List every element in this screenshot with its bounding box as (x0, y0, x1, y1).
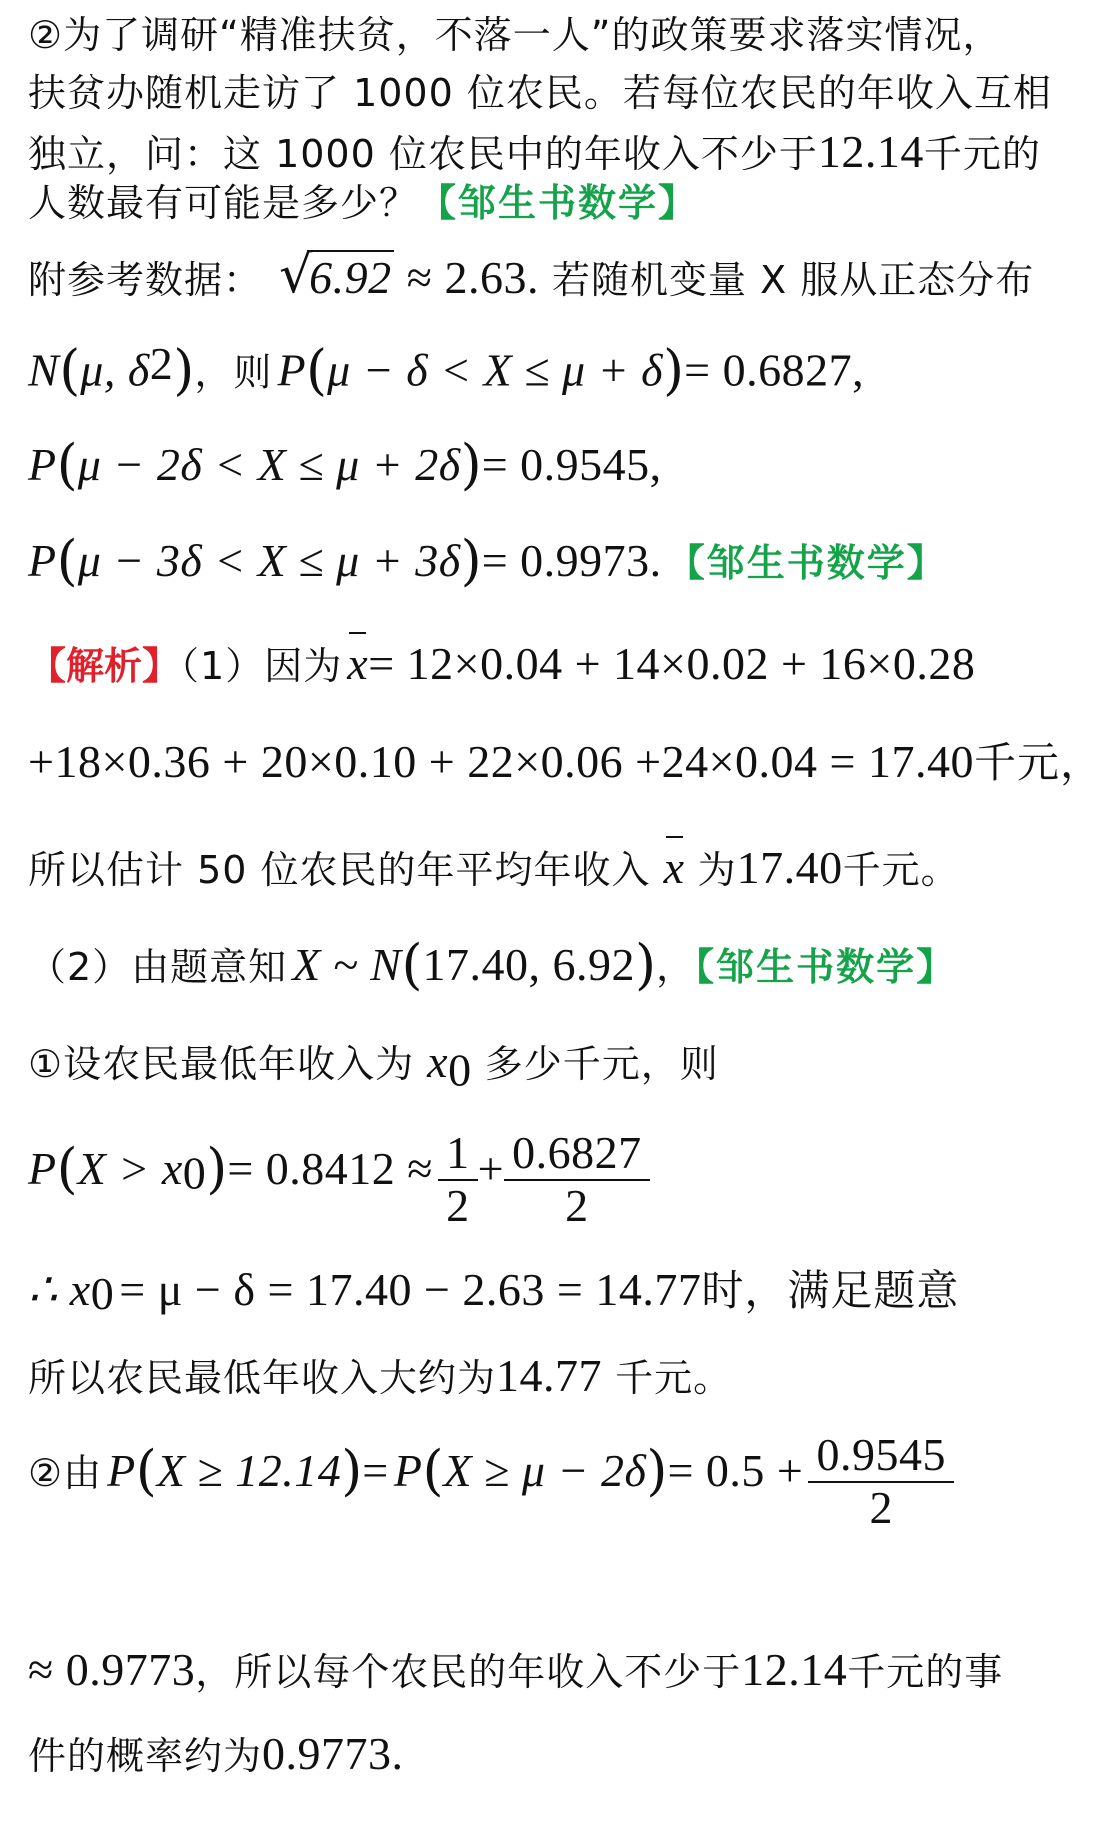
reference-label: 附参考数据： (28, 258, 263, 302)
distribution-params: 17.40, 6.92 (422, 939, 636, 990)
prob-expr: X > x (77, 1143, 183, 1195)
prob-expr-3: μ − 3δ < X ≤ μ + 3δ (77, 535, 461, 586)
min-income-value: 14.77 (496, 1350, 603, 1401)
solution-text: 千元的事 (847, 1650, 1004, 1694)
sqrt-expression (279, 245, 394, 305)
mean-equation-1: = 12×0.04 + 14×0.02 + 16×0.28 (368, 638, 976, 689)
prob-line-3: P(μ − 3δ < X ≤ μ + 3δ)= 0.9973. 【邹生书数学】 (28, 529, 947, 592)
prob-symbol: P (277, 344, 307, 396)
unit-text: 千元， (973, 738, 1103, 787)
prob-value-3: = 0.9973. (481, 535, 662, 586)
prob-x0-line: $P(X > x_0)= 0.8412$ ≈ $\frac{1}{2}$ + $\frac{0.6827}{2}$ (28, 1128, 1060, 1231)
distribution-expr: X ~ N (292, 939, 402, 990)
source-tag: 【邹生书数学】 (418, 181, 699, 225)
reference-line (28, 245, 1060, 305)
therefore-value: = μ − δ = 17.40 − 2.63 = 14.77 (119, 1264, 702, 1315)
solution-text: ， (656, 945, 696, 989)
problem-line-2 (28, 72, 1060, 116)
subscript: 0 (182, 1147, 207, 1199)
sub2-line: ②由 P(X ≥ 12.14)= P(X ≥ μ − 2δ)= 0.5 + $\frac{0.9545}{2}$ (28, 1430, 1060, 1533)
mean-equation-2: +18×0.36 + 20×0.10 + 22×0.06 +24×0.04 = 17.40 (28, 736, 974, 787)
prob-value: = 0.8412 ≈ (227, 1143, 434, 1195)
problem-line-1 (28, 14, 1060, 58)
normal-symbol: N (28, 344, 60, 396)
prob-expr-2: μ − 2δ < X ≤ μ + 2δ (77, 439, 461, 490)
problem-value: 12.14 (817, 126, 924, 177)
threshold-value: 12.14 (741, 1644, 848, 1695)
mean-value: 17.40 (736, 842, 843, 893)
sub1-line (28, 1036, 1060, 1097)
therefore-line (28, 1264, 1060, 1321)
sqrt-argument: 6.92 (309, 252, 392, 303)
fraction-b: $\frac{0.9545}{2}$ (812, 1430, 950, 1533)
sqrt-value: ≈ 2.63. (406, 252, 539, 303)
plus-sign: + (477, 1143, 505, 1195)
fraction-a: $\frac{0.6827}{2}$ (508, 1128, 646, 1231)
prob-expr-1: μ − δ < X ≤ μ + δ (327, 344, 664, 396)
therefore-expr: ∴ x (28, 1264, 91, 1315)
source-tag: 【邹生书数学】 (666, 541, 947, 585)
solution-text: 所以农民最低年收入大约为 (28, 1356, 497, 1400)
solution-text: 时，满足题意 (701, 1266, 960, 1315)
solution-line-1 (28, 638, 1060, 691)
solution-text: ①设农民最低年收入为 (28, 1042, 415, 1086)
prob-expr: X ≥ μ − 2δ (443, 1445, 647, 1497)
solution-line-2 (28, 736, 1103, 789)
mean-symbol: x (663, 842, 685, 893)
approx-line (28, 1644, 1060, 1697)
problem-text: 千元的 (923, 132, 1041, 176)
prob-symbol: P (28, 1143, 57, 1195)
exponent: 2 (149, 338, 174, 389)
part2-line: （2）由题意知 X ~ N(17.40, 6.92)，【邹生书数学】 (28, 933, 957, 996)
prob-symbol: P (393, 1445, 423, 1497)
prob-value-1: = 0.6827, (684, 344, 865, 396)
prob-line-2: P(μ − 2δ < X ≤ μ + 2δ)= 0.9545, (28, 433, 662, 496)
prob-symbol: P (28, 535, 57, 586)
final-probability: 0.9773. (262, 1728, 404, 1779)
problem-text: 人数最有可能是多少？ (28, 181, 419, 225)
fraction-half: $\frac{1}{2}$ (442, 1128, 474, 1231)
solution-text: （1）因为 (180, 644, 343, 688)
problem-line-4 (28, 182, 1060, 226)
problem-text: ②为了调研“精准扶贫，不落一人”的政策要求落实情况， (28, 13, 1002, 57)
prob-value-2: = 0.9545, (481, 439, 662, 490)
solution-text: 千元。 (615, 1356, 733, 1400)
problem-text: 扶贫办随机走访了 1000 位农民。若每位农民的年收入互相 (28, 71, 1052, 115)
subscript: 0 (448, 1044, 472, 1096)
reference-text: ，则 (194, 350, 273, 395)
prob-value: = 0.5 + (667, 1445, 804, 1497)
x0-symbol: x (427, 1036, 449, 1087)
conclusion-2 (28, 1350, 1060, 1403)
solution-text: 件的概率约为 (28, 1734, 263, 1778)
solution-text: 所以估计 50 位农民的年平均年收入 (28, 848, 651, 892)
solution-label: 【解析】 (28, 644, 181, 688)
prob-symbol: P (107, 1445, 136, 1497)
last-line (28, 1728, 1060, 1781)
normal-params: μ, δ (80, 344, 150, 396)
subscript: 0 (90, 1268, 115, 1320)
prob-expr: X ≥ 12.14 (156, 1445, 342, 1497)
solution-text: （2）由题意知 (28, 945, 288, 989)
sqrt-icon: √ (279, 245, 313, 305)
source-tag: 【邹生书数学】 (695, 945, 957, 989)
solution-text: ，所以每个农民的年收入不少于 (195, 1650, 742, 1694)
problem-line-3 (28, 126, 1060, 179)
equals-sign: = (362, 1445, 389, 1497)
conclusion-1 (28, 842, 1060, 895)
problem-text: 独立，问：这 1000 位农民中的年收入不少于 (28, 132, 818, 176)
prob-symbol: P (28, 439, 57, 490)
solution-text: ②由 (28, 1451, 103, 1496)
solution-text: 多少千元，则 (484, 1042, 719, 1086)
mean-symbol: x (347, 638, 369, 689)
reference-text: 若随机变量 X 服从正态分布 (552, 258, 1035, 302)
normal-def-line: N(μ, $\delta^2$)，则 P(μ − δ < X ≤ μ + δ)= 0.6827, (28, 338, 865, 402)
solution-text: 为 (697, 848, 737, 892)
approx-value: ≈ 0.9773 (28, 1644, 196, 1695)
solution-text: 千元。 (842, 848, 960, 892)
